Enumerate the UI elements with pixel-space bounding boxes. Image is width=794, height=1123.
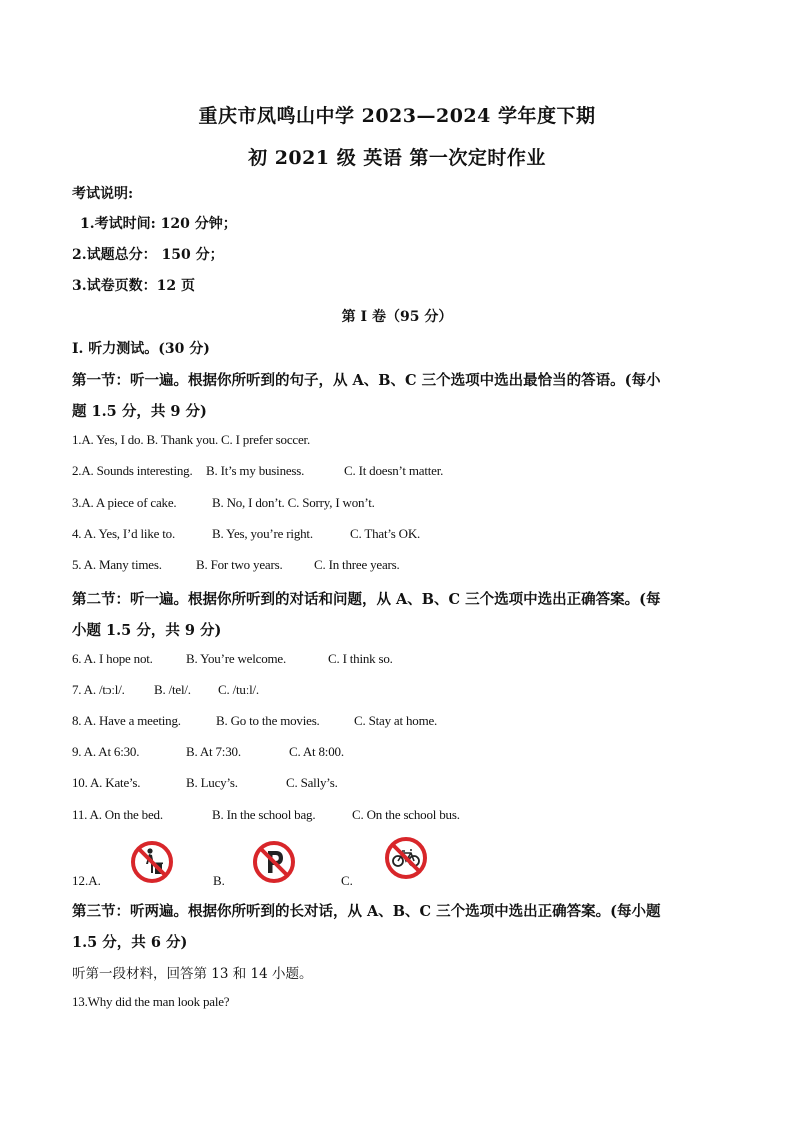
exam-title-line2: 初 2021 级 英语 第一次定时作业 — [248, 147, 546, 169]
no-littering-sign-icon — [130, 840, 174, 888]
section1-instruction-line1: 第一节：听一遍。根据你所听到的句子，从 A、B、C 三个选项中选出最恰当的答语。(每小 — [72, 372, 661, 389]
question-6-option-c: C. I think so. — [328, 651, 393, 666]
section3-material-intro: 听第一段材料，回答第 13 和 14 小题。 — [72, 966, 313, 982]
question-8-option-c: C. Stay at home. — [354, 713, 438, 728]
question-9-option-c: C. At 8:00. — [289, 744, 344, 759]
section1-instruction-line2: 题 1.5 分，共 9 分) — [72, 403, 207, 420]
volume-title: 第 I 卷（95 分） — [341, 309, 453, 325]
question-7-option-b: B. /tel/. — [154, 682, 191, 697]
question-4-option-b: B. Yes, you’re right. — [212, 526, 313, 541]
question-2-option-c: C. It doesn’t matter. — [344, 463, 444, 478]
question-10-option-b: B. Lucy’s. — [186, 775, 238, 790]
question-12-option-b-label: B. — [213, 873, 225, 888]
question-8-option-a: 8. A. Have a meeting. — [72, 713, 181, 728]
exam-notes-heading: 考试说明: — [72, 186, 134, 202]
section3-instruction-line2: 1.5 分，共 6 分) — [72, 934, 188, 951]
question-2-option-a: 2.A. Sounds interesting. — [72, 463, 193, 478]
question-1-text: 1.A. Yes, I do. B. Thank you. C. I prefer soccer. — [72, 432, 311, 447]
question-11-option-a: 11. A. On the bed. — [72, 807, 163, 822]
section2-instruction-line1: 第二节：听一遍。根据你所听到的对话和问题，从 A、B、C 三个选项中选出正确答案。(每 — [72, 591, 661, 608]
question-4-option-a: 4. A. Yes, I’d like to. — [72, 526, 176, 541]
question-7-option-c: C. /tuːl/. — [218, 682, 259, 697]
part1-title: I. 听力测试。(30 分) — [72, 341, 210, 357]
question-7-option-a: 7. A. /tɔːl/. — [72, 682, 125, 697]
question-9-option-a: 9. A. At 6:30. — [72, 744, 140, 759]
question-10-option-c: C. Sally’s. — [286, 775, 338, 790]
exam-note-pages: 3.试卷页数：12 页 — [72, 278, 195, 294]
question-9-option-b: B. At 7:30. — [186, 744, 241, 759]
question-11-option-c: C. On the school bus. — [352, 807, 460, 822]
question-6-option-a: 6. A. I hope not. — [72, 651, 153, 666]
question-12-option-a-label: 12.A. — [72, 873, 101, 888]
question-12-option-c-label: C. — [341, 873, 353, 888]
exam-note-score: 2.试题总分： 150 分； — [72, 247, 224, 263]
section2-instruction-line2: 小题 1.5 分，共 9 分) — [72, 622, 222, 639]
question-13: 13.Why did the man look pale? — [72, 994, 230, 1009]
question-3-option-a: 3.A. A piece of cake. — [72, 495, 177, 510]
question-10-option-a: 10. A. Kate’s. — [72, 775, 141, 790]
exam-note-time: 1.考试时间: 120 分钟； — [80, 216, 237, 232]
question-5-option-b: B. For two years. — [196, 557, 283, 572]
section3-instruction-line1: 第三节：听两遍。根据你所听到的长对话，从 A、B、C 三个选项中选出正确答案。(每小题 — [72, 903, 661, 920]
exam-title-line1: 重庆市凤鸣山中学 2023—2024 学年度下期 — [198, 105, 596, 127]
question-2-option-b: B. It’s my business. — [206, 463, 305, 478]
question-4-option-c: C. That’s OK. — [350, 526, 421, 541]
question-8-option-b: B. Go to the movies. — [216, 713, 320, 728]
no-parking-sign-icon — [252, 840, 296, 888]
question-11-option-b: B. In the school bag. — [212, 807, 316, 822]
no-bicycles-sign-icon — [384, 836, 428, 884]
question-3-option-b: B. No, I don’t. C. Sorry, I won’t. — [212, 495, 375, 510]
question-6-option-b: B. You’re welcome. — [186, 651, 287, 666]
question-5-option-c: C. In three years. — [314, 557, 400, 572]
question-5-option-a: 5. A. Many times. — [72, 557, 162, 572]
question-12 — [72, 840, 732, 890]
